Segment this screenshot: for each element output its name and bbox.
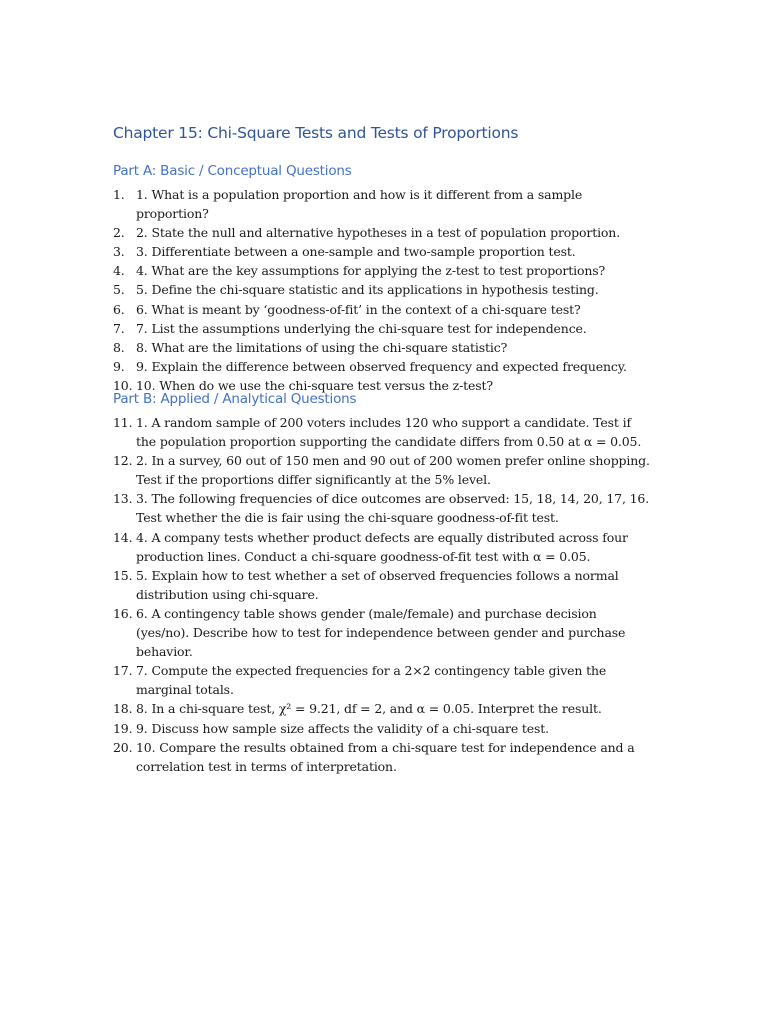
question-item	[113, 719, 653, 738]
question-item	[113, 242, 653, 261]
question-text: 9. Discuss how sample size affects the validity of a chi-square test.	[136, 720, 549, 736]
question-item	[113, 413, 653, 451]
question-text: 2. In a survey, 60 out of 150 men and 90 out of 200 women prefer online shopping. Test if the proportions differ significantly at the 5% level.	[136, 453, 650, 488]
question-item	[113, 451, 653, 489]
question-number: 17.	[113, 663, 133, 679]
question-text: 3. Differentiate between a one-sample and two-sample proportion test.	[136, 244, 576, 260]
question-number: 18.	[113, 701, 133, 717]
part-b-question-list	[113, 413, 653, 776]
question-item	[113, 185, 653, 223]
question-item	[113, 300, 653, 319]
question-number: 4.	[113, 263, 125, 279]
question-item	[113, 661, 653, 699]
question-text: 7. List the assumptions underlying the chi-square test for independence.	[136, 320, 587, 336]
question-number: 11.	[113, 415, 133, 430]
question-text: 5. Explain how to test whether a set of observed frequencies follows a normal distribution using chi-square.	[136, 567, 619, 602]
question-item	[113, 280, 653, 299]
question-number: 7.	[113, 320, 125, 336]
question-number: 6.	[113, 301, 125, 317]
question-number: 10.	[113, 377, 133, 393]
question-text: 3. The following frequencies of dice outcomes are observed: 15, 18, 14, 20, 17, 16. Test whether the die is fair using the chi-square goodness-of-fit test.	[136, 491, 650, 526]
question-number: 15.	[113, 567, 133, 583]
question-item	[113, 566, 653, 604]
question-number: 19.	[113, 720, 133, 736]
question-item	[113, 528, 653, 566]
question-number: 8.	[113, 339, 125, 355]
question-item	[113, 357, 653, 376]
question-item	[113, 699, 653, 718]
question-text: 1. What is a population proportion and how is it different from a sample proportion?	[136, 187, 583, 222]
question-item	[113, 223, 653, 242]
question-number: 5.	[113, 282, 125, 298]
question-text: 5. Define the chi-square statistic and its applications in hypothesis testing.	[136, 282, 599, 298]
question-item	[113, 738, 653, 776]
question-item	[113, 319, 653, 338]
question-item	[113, 261, 653, 280]
question-number: 1.	[113, 187, 125, 202]
question-item	[113, 338, 653, 357]
question-text: 10. When do we use the chi-square test versus the z-test?	[136, 377, 493, 393]
question-number: 9.	[113, 358, 125, 374]
question-item	[113, 604, 653, 661]
question-item	[113, 489, 653, 527]
part-b-heading: Part B: Applied / Analytical Questions	[113, 391, 357, 407]
question-text: 9. Explain the difference between observed frequency and expected frequency.	[136, 358, 627, 374]
question-text: 7. Compute the expected frequencies for a 2×2 contingency table given the marginal totals.	[136, 663, 607, 698]
question-text: 1. A random sample of 200 voters includes 120 who support a candidate. Test if the population proportion supporting the candidate differs from 0.50 at α = 0.05.	[136, 415, 642, 450]
part-a-question-list	[113, 185, 653, 395]
question-number: 3.	[113, 244, 125, 260]
part-a-heading: Part A: Basic / Conceptual Questions	[113, 163, 352, 179]
question-text: 2. State the null and alternative hypotheses in a test of population proportion.	[136, 225, 621, 241]
question-text: 4. What are the key assumptions for applying the z-test to test proportions?	[136, 263, 606, 279]
question-number: 20.	[113, 739, 133, 755]
question-text: 6. What is meant by ‘goodness-of-fit’ in the context of a chi-square test?	[136, 301, 581, 317]
question-number: 13.	[113, 491, 133, 507]
chapter-title: Chapter 15: Chi-Square Tests and Tests of Proportions	[113, 124, 519, 142]
question-text: 10. Compare the results obtained from a chi-square test for independence and a correlation test in terms of interpretation.	[136, 739, 635, 774]
question-text: 4. A company tests whether product defects are equally distributed across four production lines. Conduct a chi-square goodness-of-fit test with α = 0.05.	[136, 529, 628, 564]
question-number: 16.	[113, 605, 133, 621]
question-number: 14.	[113, 529, 133, 545]
question-text: 8. In a chi-square test, χ² = 9.21, df = 2, and α = 0.05. Interpret the result.	[136, 701, 602, 717]
question-number: 2.	[113, 225, 125, 241]
question-text: 8. What are the limitations of using the chi-square statistic?	[136, 339, 508, 355]
question-number: 12.	[113, 453, 133, 469]
question-text: 6. A contingency table shows gender (male/female) and purchase decision (yes/no). Describe how to test for independence between gender and purchase behavior.	[136, 605, 626, 660]
